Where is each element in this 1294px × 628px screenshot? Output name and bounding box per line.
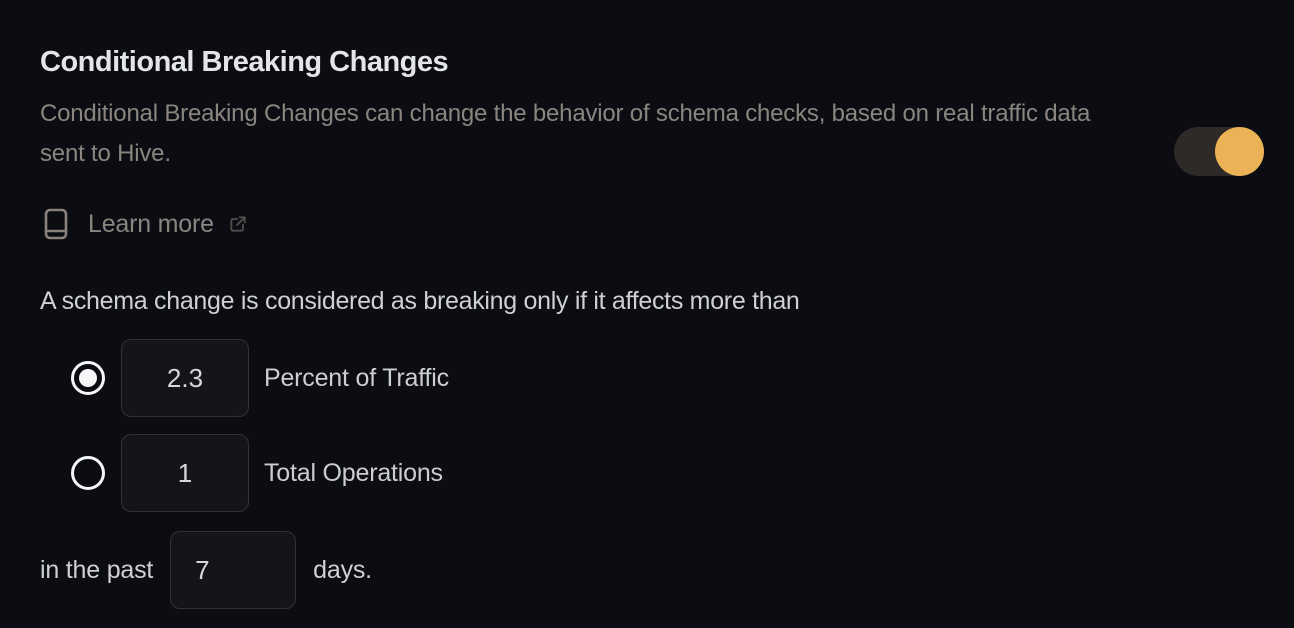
percent-of-traffic-label: Percent of Traffic (264, 363, 449, 392)
percent-of-traffic-option (71, 339, 449, 417)
book-icon (42, 206, 70, 242)
period-days-input[interactable] (170, 531, 296, 609)
percent-of-traffic-input[interactable] (121, 339, 249, 417)
condition-intro-text: A schema change is considered as breaking only if it affects more than (40, 287, 800, 315)
learn-more-link[interactable] (42, 206, 248, 242)
learn-more-label: Learn more (88, 209, 214, 238)
period-suffix-text: days. (313, 555, 372, 584)
total-operations-option (71, 434, 443, 512)
section-description: Conditional Breaking Changes can change the behavior of schema checks, based on real traffic data sent to Hive. (40, 100, 1091, 167)
total-operations-input[interactable] (121, 434, 249, 512)
percent-of-traffic-radio[interactable] (71, 361, 105, 395)
period-prefix-text: in the past (40, 555, 154, 584)
page-title: Conditional Breaking Changes (40, 46, 449, 78)
external-link-icon (228, 214, 248, 234)
breaking-changes-toggle[interactable] (1174, 127, 1264, 176)
total-operations-label: Total Operations (264, 458, 443, 487)
total-operations-radio[interactable] (71, 456, 105, 490)
period-row (40, 531, 372, 609)
toggle-thumb (1215, 127, 1264, 176)
